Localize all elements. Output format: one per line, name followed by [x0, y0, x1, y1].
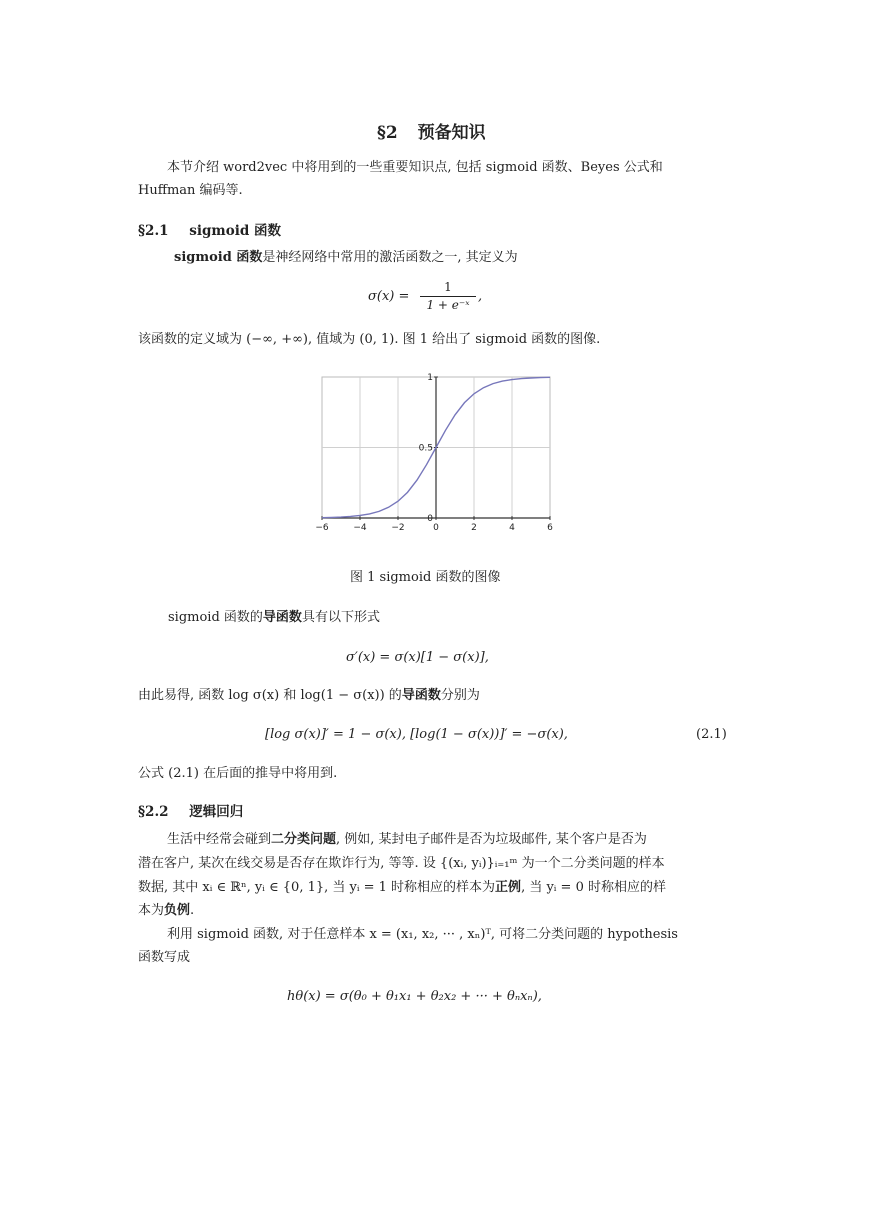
derivative-equation: σ′(x) = σ(x)[1 − σ(x)], — [346, 650, 489, 665]
y-tick-label: 0.5 — [418, 443, 433, 454]
eq-fraction — [420, 280, 476, 313]
equation-2-1: [log σ(x)]′ = 1 − σ(x), [log(1 − σ(x))]′ = −σ(x), — [265, 727, 568, 742]
eq-fraction-bar — [420, 296, 476, 297]
sigmoid-plot — [315, 368, 555, 533]
derivative-term: 导函数 — [262, 610, 302, 625]
section-number: §2 — [377, 123, 398, 143]
binary-classification-term: 二分类问题 — [271, 832, 337, 847]
hypothesis-equation: hθ(x) = σ(θ₀ + θ₁x₁ + θ₂x₂ + ··· + θₙxₙ), — [287, 989, 542, 1004]
sigmoid-term: sigmoid 函数 — [174, 250, 263, 265]
logreg-l4-post: . — [190, 903, 195, 918]
x-tick-label: 4 — [509, 523, 515, 533]
log-derivative-sentence — [138, 688, 480, 704]
x-tick-label: 0 — [433, 523, 439, 533]
section-title: 预备知识 — [417, 123, 486, 143]
y-tick-label: 0 — [427, 514, 433, 524]
x-tick-label: −6 — [315, 523, 329, 533]
x-tick-label: −2 — [391, 523, 405, 533]
eq-tail: , — [478, 289, 483, 304]
x-tick-label: −4 — [353, 523, 367, 533]
subsection-number: §2.2 — [138, 804, 169, 820]
plot-ticks — [315, 373, 553, 533]
log-term: 导函数 — [401, 688, 441, 703]
section-heading — [377, 118, 486, 143]
logreg-l4-pre: 本为 — [138, 903, 165, 918]
logreg-line-3 — [138, 880, 666, 896]
subsection-title: sigmoid 函数 — [189, 223, 281, 239]
intro-line-1: 本节介绍 word2vec 中将用到的一些重要知识点, 包括 sigmoid 函数、Beyes 公式和 — [167, 160, 663, 175]
log-pre: 由此易得, 函数 log σ(x) 和 log(1 − σ(x)) 的 — [138, 688, 402, 703]
logreg-line-2: 潜在客户, 某次在线交易是否存在欺诈行为, 等等. 设 {(xᵢ, yᵢ)}ᵢ₌₁ᵐ 为一个二分类问题的样本 — [138, 856, 665, 871]
x-tick-label: 6 — [547, 523, 553, 533]
logreg-l3-pre: 数据, 其中 xᵢ ∈ ℝⁿ, yᵢ ∈ {0, 1}, 当 yᵢ = 1 时称相应的样本为 — [138, 880, 496, 895]
subsection-heading-2-1 — [138, 219, 281, 239]
definition-text: 是神经网络中常用的激活函数之一, 其定义为 — [262, 250, 518, 265]
eq-lhs: σ(x) = — [368, 289, 410, 304]
log-post: 分别为 — [440, 688, 480, 703]
logreg-l1-pre: 生活中经常会碰到 — [167, 832, 272, 847]
eq-denominator: 1 + e⁻ˣ — [426, 298, 470, 312]
hypothesis-line-2: 函数写成 — [138, 950, 191, 965]
x-tick-label: 2 — [471, 523, 477, 533]
subsection-number: §2.1 — [138, 223, 169, 239]
subsection-heading-2-2 — [138, 800, 243, 820]
hypothesis-line-1: 利用 sigmoid 函数, 对于任意样本 x = (x₁, x₂, ··· , xₙ)ᵀ, 可将二分类问题的 hypothesis — [167, 927, 678, 942]
after-equation-sentence: 公式 (2.1) 在后面的推导中将用到. — [138, 766, 338, 781]
y-tick-label: 1 — [427, 373, 433, 383]
intro-line-2: Huffman 编码等. — [138, 183, 243, 198]
subsection-title: 逻辑回归 — [189, 804, 244, 820]
figure-caption: 图 1 sigmoid 函数的图像 — [350, 570, 501, 585]
derivative-pre: sigmoid 函数的 — [168, 610, 263, 625]
eq-numerator: 1 — [444, 280, 452, 294]
logreg-line-4 — [138, 903, 194, 919]
logreg-line-1 — [167, 832, 647, 848]
sigmoid-definition — [174, 250, 518, 266]
negative-example-term: 负例 — [164, 903, 191, 918]
logreg-l1-post: , 例如, 某封电子邮件是否为垃圾邮件, 某个客户是否为 — [336, 832, 647, 847]
equation-2-1-number: (2.1) — [696, 727, 727, 742]
positive-example-term: 正例 — [495, 880, 522, 895]
derivative-sentence — [168, 610, 380, 626]
domain-sentence: 该函数的定义域为 (−∞, +∞), 值域为 (0, 1). 图 1 给出了 sigmoid 函数的图像. — [138, 332, 601, 347]
derivative-post: 具有以下形式 — [301, 610, 380, 625]
logreg-l3-post: , 当 yᵢ = 0 时称相应的样 — [521, 880, 666, 895]
